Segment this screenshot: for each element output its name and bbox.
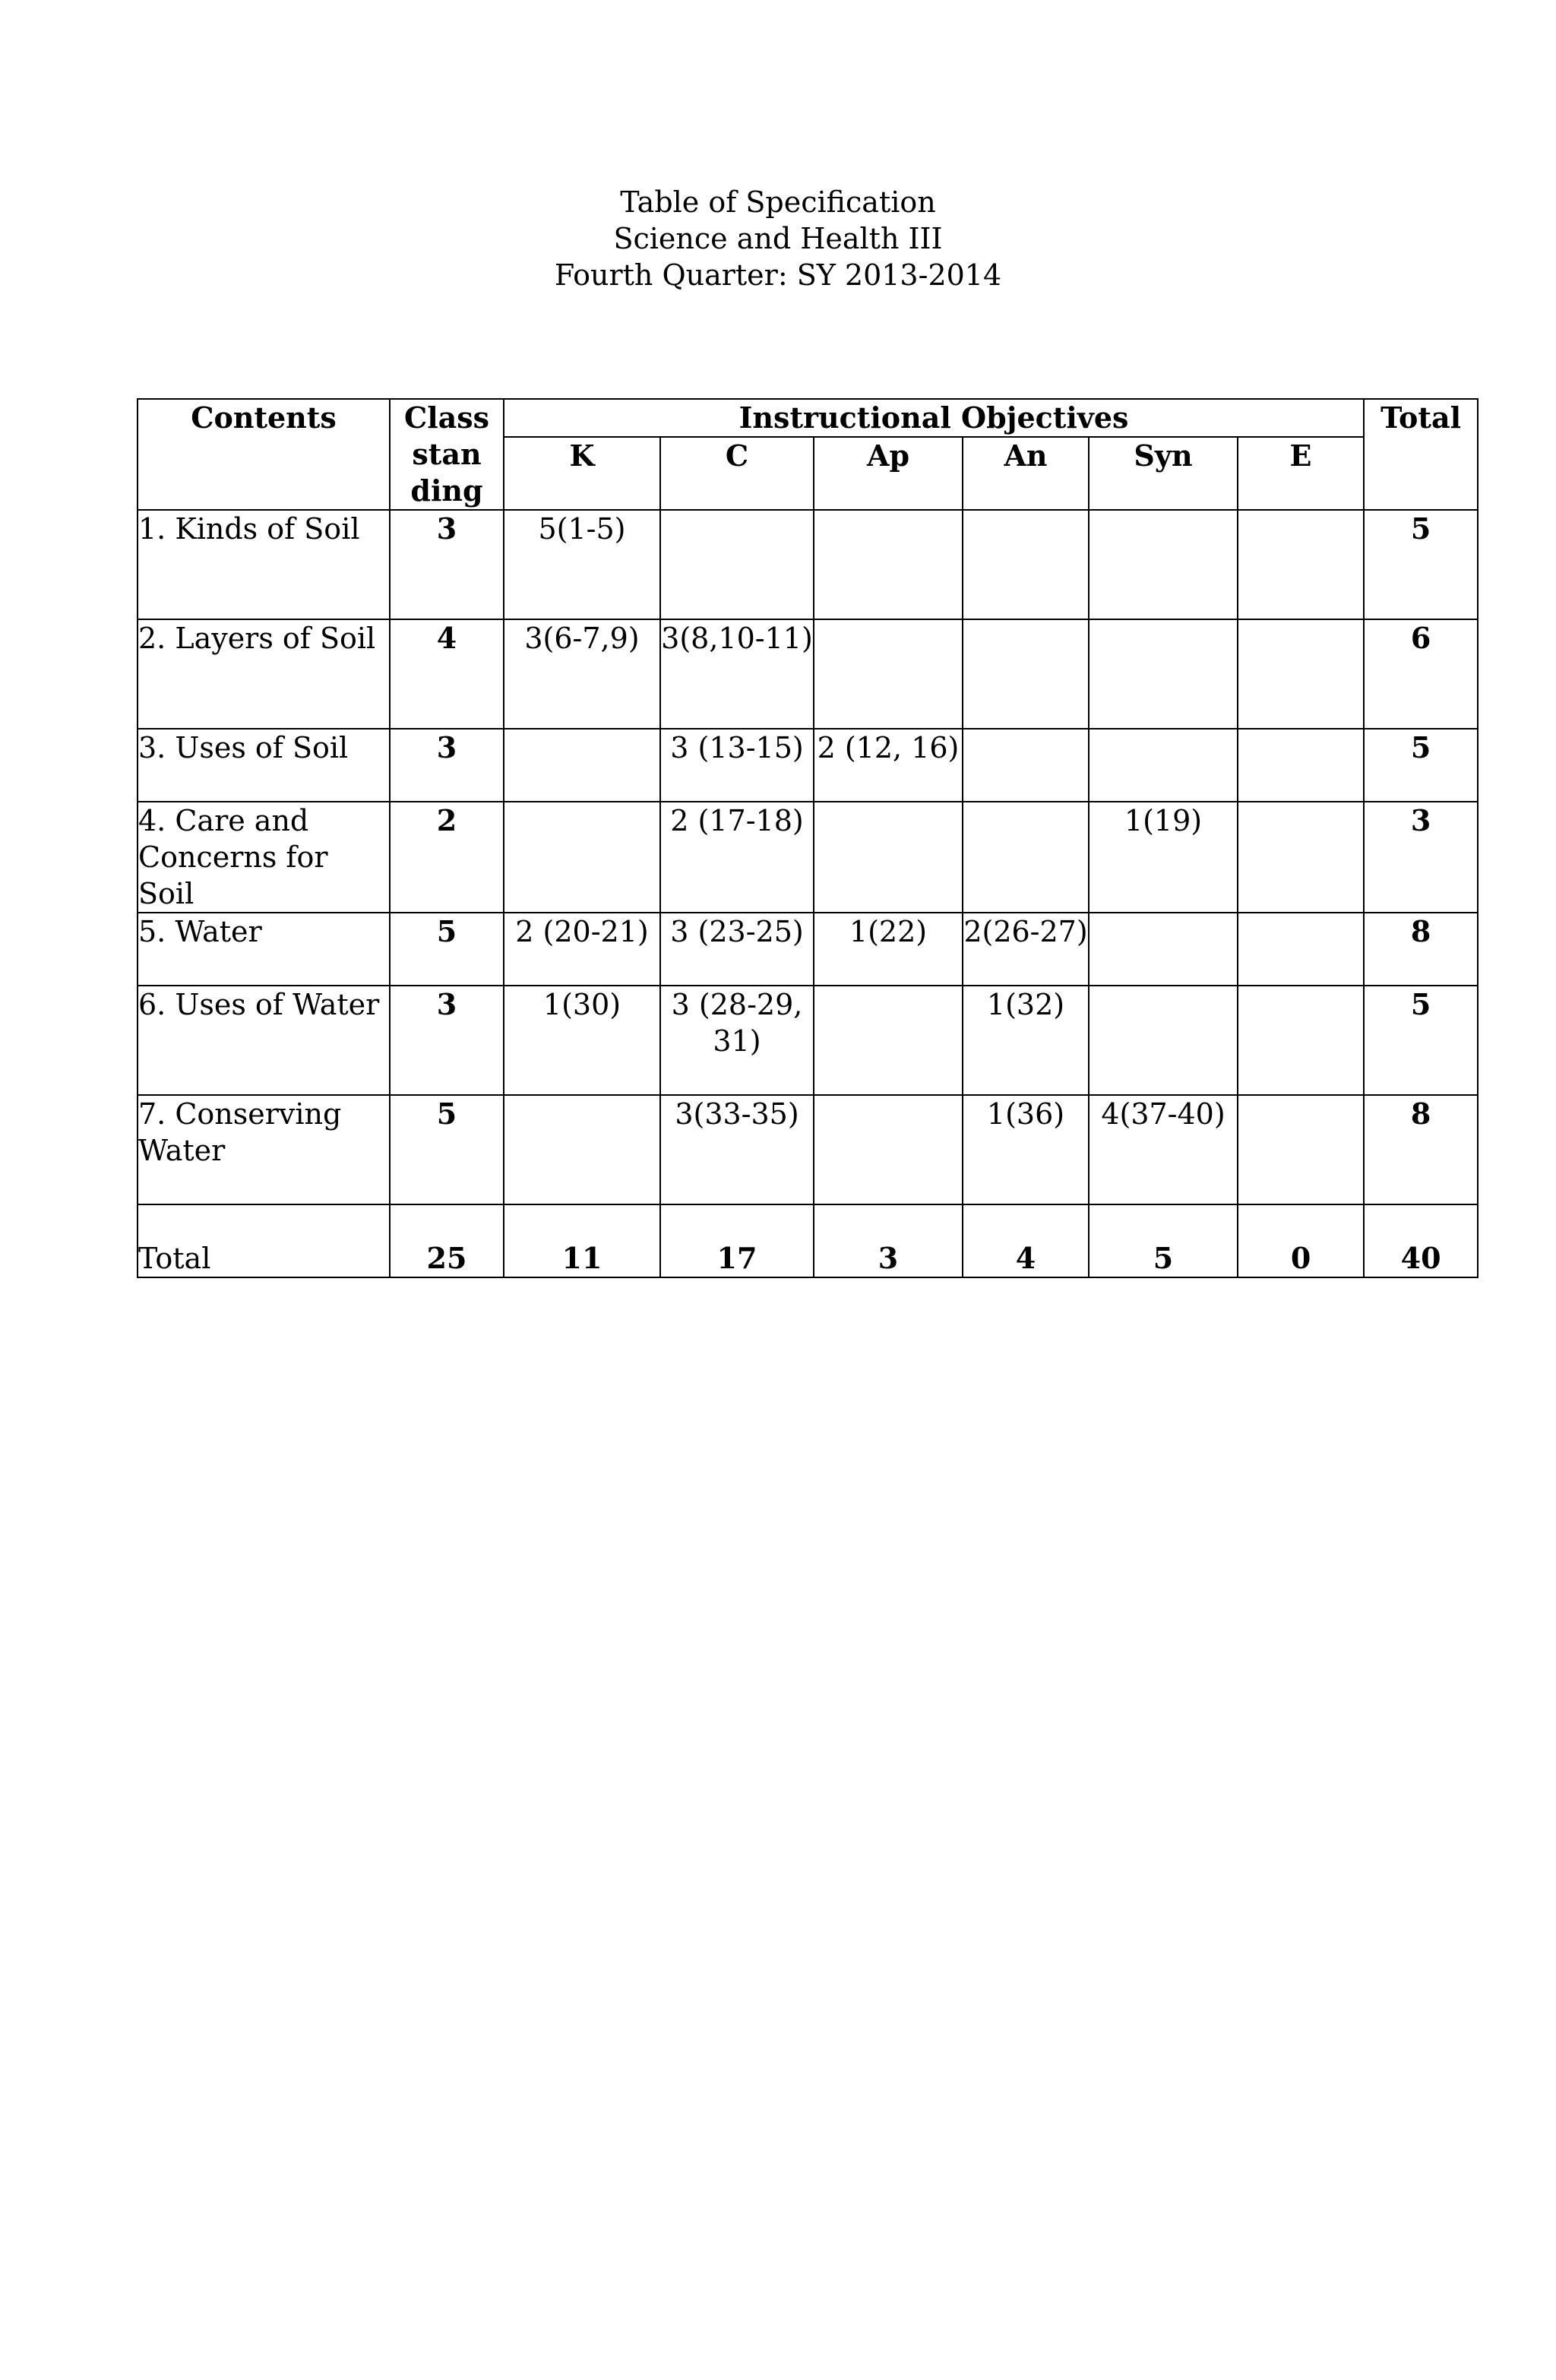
row-k: 2 (20-21)	[504, 913, 660, 986]
header-ap: Ap	[814, 437, 963, 510]
row-total: 3	[1364, 802, 1478, 913]
row-k: 5(1-5)	[504, 510, 660, 619]
row-syn	[1089, 510, 1238, 619]
row-an: 1(36)	[963, 1095, 1089, 1204]
document-title	[0, 184, 1556, 293]
row-ap: 2 (12, 16)	[814, 729, 963, 802]
totals-row	[138, 1204, 1478, 1277]
row-content: 7. Conserving Water	[138, 1095, 390, 1204]
specification-table	[137, 398, 1479, 1278]
header-an: An	[963, 437, 1089, 510]
row-an: 1(32)	[963, 986, 1089, 1095]
row-class-standing: 3	[390, 986, 504, 1095]
row-an	[963, 802, 1089, 913]
row-class-standing: 5	[390, 1095, 504, 1204]
row-content: 1. Kinds of Soil	[138, 510, 390, 619]
row-c: 3(33-35)	[660, 1095, 814, 1204]
row-ap: 1(22)	[814, 913, 963, 986]
row-syn	[1089, 729, 1238, 802]
header-c: C	[660, 437, 814, 510]
row-syn: 1(19)	[1089, 802, 1238, 913]
row-k: 1(30)	[504, 986, 660, 1095]
row-e	[1238, 510, 1364, 619]
row-class-standing: 5	[390, 913, 504, 986]
row-e	[1238, 986, 1364, 1095]
row-e	[1238, 802, 1364, 913]
title-line-2: Science and Health III	[613, 222, 943, 255]
header-class-standing: Class stan ding	[390, 399, 504, 510]
row-ap	[814, 510, 963, 619]
row-an	[963, 729, 1089, 802]
header-total: Total	[1364, 399, 1478, 510]
totals-c: 17	[660, 1204, 814, 1277]
title-line-3: Fourth Quarter: SY 2013-2014	[554, 258, 1002, 292]
header-syn: Syn	[1089, 437, 1238, 510]
header-contents: Contents	[138, 399, 390, 510]
table-row	[138, 619, 1478, 729]
row-e	[1238, 913, 1364, 986]
row-an	[963, 510, 1089, 619]
table-row	[138, 729, 1478, 802]
row-e	[1238, 1095, 1364, 1204]
totals-label: Total	[138, 1204, 390, 1277]
row-syn	[1089, 619, 1238, 729]
row-class-standing: 2	[390, 802, 504, 913]
row-ap	[814, 1095, 963, 1204]
totals-total: 40	[1364, 1204, 1478, 1277]
row-an	[963, 619, 1089, 729]
row-an: 2(26-27)	[963, 913, 1089, 986]
table-row	[138, 1095, 1478, 1204]
row-content: 3. Uses of Soil	[138, 729, 390, 802]
row-c	[660, 510, 814, 619]
totals-ap: 3	[814, 1204, 963, 1277]
row-syn: 4(37-40)	[1089, 1095, 1238, 1204]
totals-class-standing: 25	[390, 1204, 504, 1277]
row-syn	[1089, 986, 1238, 1095]
row-total: 5	[1364, 510, 1478, 619]
row-total: 6	[1364, 619, 1478, 729]
title-line-1: Table of Specification	[620, 185, 936, 219]
row-content: 6. Uses of Water	[138, 986, 390, 1095]
row-k	[504, 802, 660, 913]
row-k: 3(6-7,9)	[504, 619, 660, 729]
totals-syn: 5	[1089, 1204, 1238, 1277]
header-e: E	[1238, 437, 1364, 510]
row-ap	[814, 802, 963, 913]
row-syn	[1089, 913, 1238, 986]
header-instructional-objectives: Instructional Objectives	[504, 399, 1364, 437]
totals-e: 0	[1238, 1204, 1364, 1277]
row-total: 8	[1364, 1095, 1478, 1204]
row-e	[1238, 729, 1364, 802]
row-k	[504, 1095, 660, 1204]
row-content: 2. Layers of Soil	[138, 619, 390, 729]
row-ap	[814, 986, 963, 1095]
row-content: 5. Water	[138, 913, 390, 986]
row-c: 3 (28-29, 31)	[660, 986, 814, 1095]
row-total: 5	[1364, 986, 1478, 1095]
row-c: 3 (23-25)	[660, 913, 814, 986]
totals-an: 4	[963, 1204, 1089, 1277]
row-class-standing: 4	[390, 619, 504, 729]
table-row	[138, 913, 1478, 986]
row-c: 3(8,10-11)	[660, 619, 814, 729]
row-c: 3 (13-15)	[660, 729, 814, 802]
header-k: K	[504, 437, 660, 510]
table-row	[138, 986, 1478, 1095]
row-total: 8	[1364, 913, 1478, 986]
row-k	[504, 729, 660, 802]
table-row	[138, 510, 1478, 619]
row-e	[1238, 619, 1364, 729]
table-row	[138, 802, 1478, 913]
row-class-standing: 3	[390, 510, 504, 619]
totals-k: 11	[504, 1204, 660, 1277]
row-ap	[814, 619, 963, 729]
row-c: 2 (17-18)	[660, 802, 814, 913]
row-class-standing: 3	[390, 729, 504, 802]
row-total: 5	[1364, 729, 1478, 802]
row-content: 4. Care and Concerns for Soil	[138, 802, 390, 913]
